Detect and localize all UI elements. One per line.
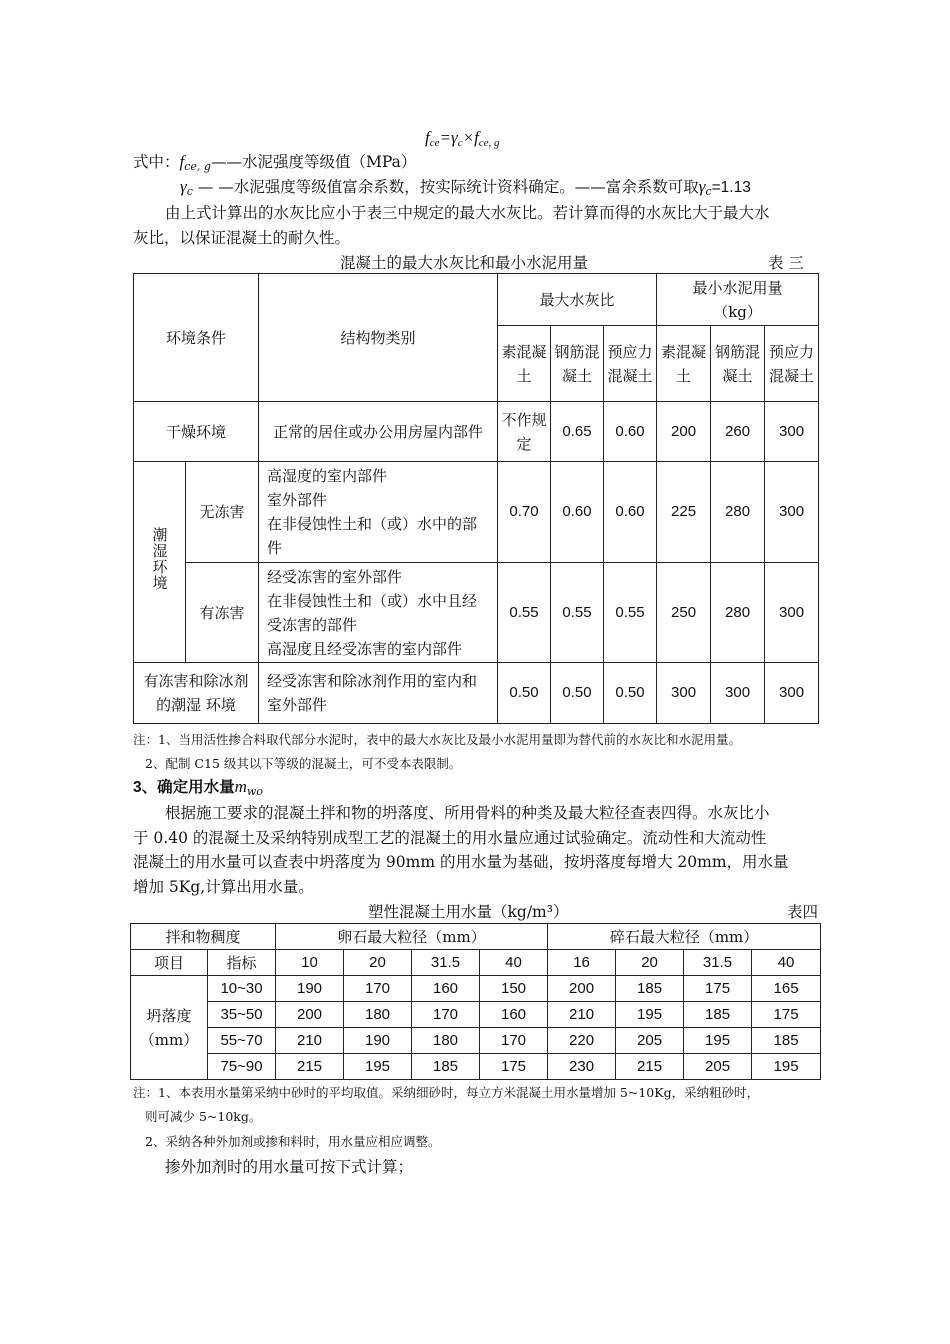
table-row: 35~50 200 180 170 160 210 195 185 175 — [131, 1002, 821, 1028]
definition-line-2: $\gamma_c$ — —水泥强度等级值富余系数，按实际统计资料确定。——富余系数可取$\gamma_c=1.13$ — [180, 177, 751, 198]
table3-note-1: 注：1、当用活性掺合料取代部分水泥时，表中的最大水灰比及最小水泥用量即为替代前的水灰比和水泥用量。 — [133, 732, 741, 747]
section-3-paragraph-line-4: 增加 5Kg,计算出用水量。 — [133, 878, 314, 896]
table3-caption: 混凝土的最大水灰比和最小水泥用量 — [340, 254, 589, 272]
intro-paragraph-line-2: 灰比，以保证混凝土的耐久性。 — [133, 229, 351, 247]
table4-note-1b: 则可减少 5~10kg。 — [145, 1109, 262, 1124]
subheader-prestressed: 预应力混凝土 — [765, 326, 819, 402]
formula: $f_{ce}=\gamma_c\times f_{ce, g}$ — [425, 128, 500, 149]
table4-caption: 塑性混凝土用水量（kg/m³） — [368, 903, 569, 921]
table-row: 潮湿环境 无冻害 高湿度的室内部件 室外部件 在非侵蚀性土和（或）水中的部件 0.70 0.60 0.60 225 280 300 — [134, 462, 819, 563]
table-row: 有冻害和除冰剂的潮湿 环境 经受冻害和除冰剂作用的室内和室外部件 0.50 0.50 0.50 300 300 300 — [134, 663, 819, 724]
section-3-paragraph-line-1: 根据施工要求的混凝土拌和物的坍落度、所用骨料的种类及最大粒径查表四得。水灰比小 — [165, 804, 770, 822]
header-consistency: 拌和物稠度 — [131, 924, 276, 950]
header-min-cement: 最小水泥用量 （kg） — [657, 274, 819, 326]
table-row: 坍落度 （mm） 10~30 190 170 160 150 200 185 175 165 — [131, 976, 821, 1002]
header-pebble: 卵石最大粒径（mm） — [276, 924, 548, 950]
table4-note-2: 2、采纳各种外加剂或掺和料时，用水量应相应调整。 — [145, 1134, 441, 1149]
section-3-title: 3、确定用水量$m_{wo}$ — [133, 777, 263, 798]
table-water-consumption: 拌和物稠度 卵石最大粒径（mm） 碎石最大粒径（mm） 项目 指标 10 20 31.5 40 16 20 31.5 40 坍落度 （mm） 10~30 190 170 160 150 200 185 175 165 35~50 200 180 170 160 210 195 185 175 55~70 210 190 180 170 220 205 195 185 75~90 215 195 185 175 230 215 205 195 — [130, 923, 821, 1080]
definition-line-1: 式中：$f_{ce, g}——$水泥强度等级值（MPa） — [133, 152, 417, 173]
header-item: 项目 — [131, 950, 208, 976]
subheader-plain: 素混凝土 — [657, 326, 711, 402]
subheader-reinforced: 钢筋混凝土 — [551, 326, 604, 402]
subheader-reinforced: 钢筋混凝土 — [711, 326, 765, 402]
header-structure: 结构物类别 — [259, 274, 498, 402]
formula-lhs: f — [425, 128, 430, 147]
header-index: 指标 — [208, 950, 276, 976]
intro-paragraph-line-1: 由上式计算出的水灰比应小于表三中规定的最大水灰比。若计算而得的水灰比大于最大水 — [165, 204, 770, 222]
table4-note-1a: 注：1、本表用水量第采纳中砂时的平均取值。采纳细砂时，每立方米混凝土用水量增加 5~10Kg，采纳粗砂时， — [133, 1085, 760, 1100]
table3-label: 表 三 — [768, 254, 804, 272]
table-row: 55~70 210 190 180 170 220 205 195 185 — [131, 1028, 821, 1054]
final-line: 掺外加剂时的用水量可按下式计算； — [165, 1158, 414, 1176]
table-row: 干燥环境 正常的居住或办公用房屋内部件 不作规定 0.65 0.60 200 260 300 — [134, 402, 819, 462]
header-gravel: 碎石最大粒径（mm） — [548, 924, 821, 950]
slump-label: 坍落度 （mm） — [131, 976, 208, 1080]
subheader-plain: 素混凝土 — [498, 326, 551, 402]
table4-label: 表四 — [787, 903, 819, 921]
table-max-water-cement-ratio — [133, 273, 819, 724]
subheader-prestressed: 预应力混凝土 — [604, 326, 657, 402]
header-environment: 环境条件 — [134, 274, 259, 402]
wet-environment-label: 潮湿环境 — [134, 462, 186, 663]
section-3-paragraph-line-3: 混凝土的用水量可以查表中坍落度为 90mm 的用水量为基础，按坍落度每增大 20mm，用水量 — [133, 853, 789, 871]
table-row: 75~90 215 195 185 175 230 215 205 195 — [131, 1054, 821, 1080]
table3-note-2: 2、配制 C15 级其以下等级的混凝土，可不受本表限制。 — [145, 756, 462, 771]
header-max-ratio: 最大水灰比 — [498, 274, 657, 326]
table-row: 有冻害 经受冻害的室外部件 在非侵蚀性土和（或）水中且经受冻害的部件 高湿度且经受冻害的室内部件 0.55 0.55 0.55 250 280 300 — [134, 563, 819, 663]
section-3-paragraph-line-2: 于 0.40 的混凝土及采纳特别成型工艺的混凝土的用水量应通过试验确定。流动性和大流动性 — [133, 829, 767, 847]
